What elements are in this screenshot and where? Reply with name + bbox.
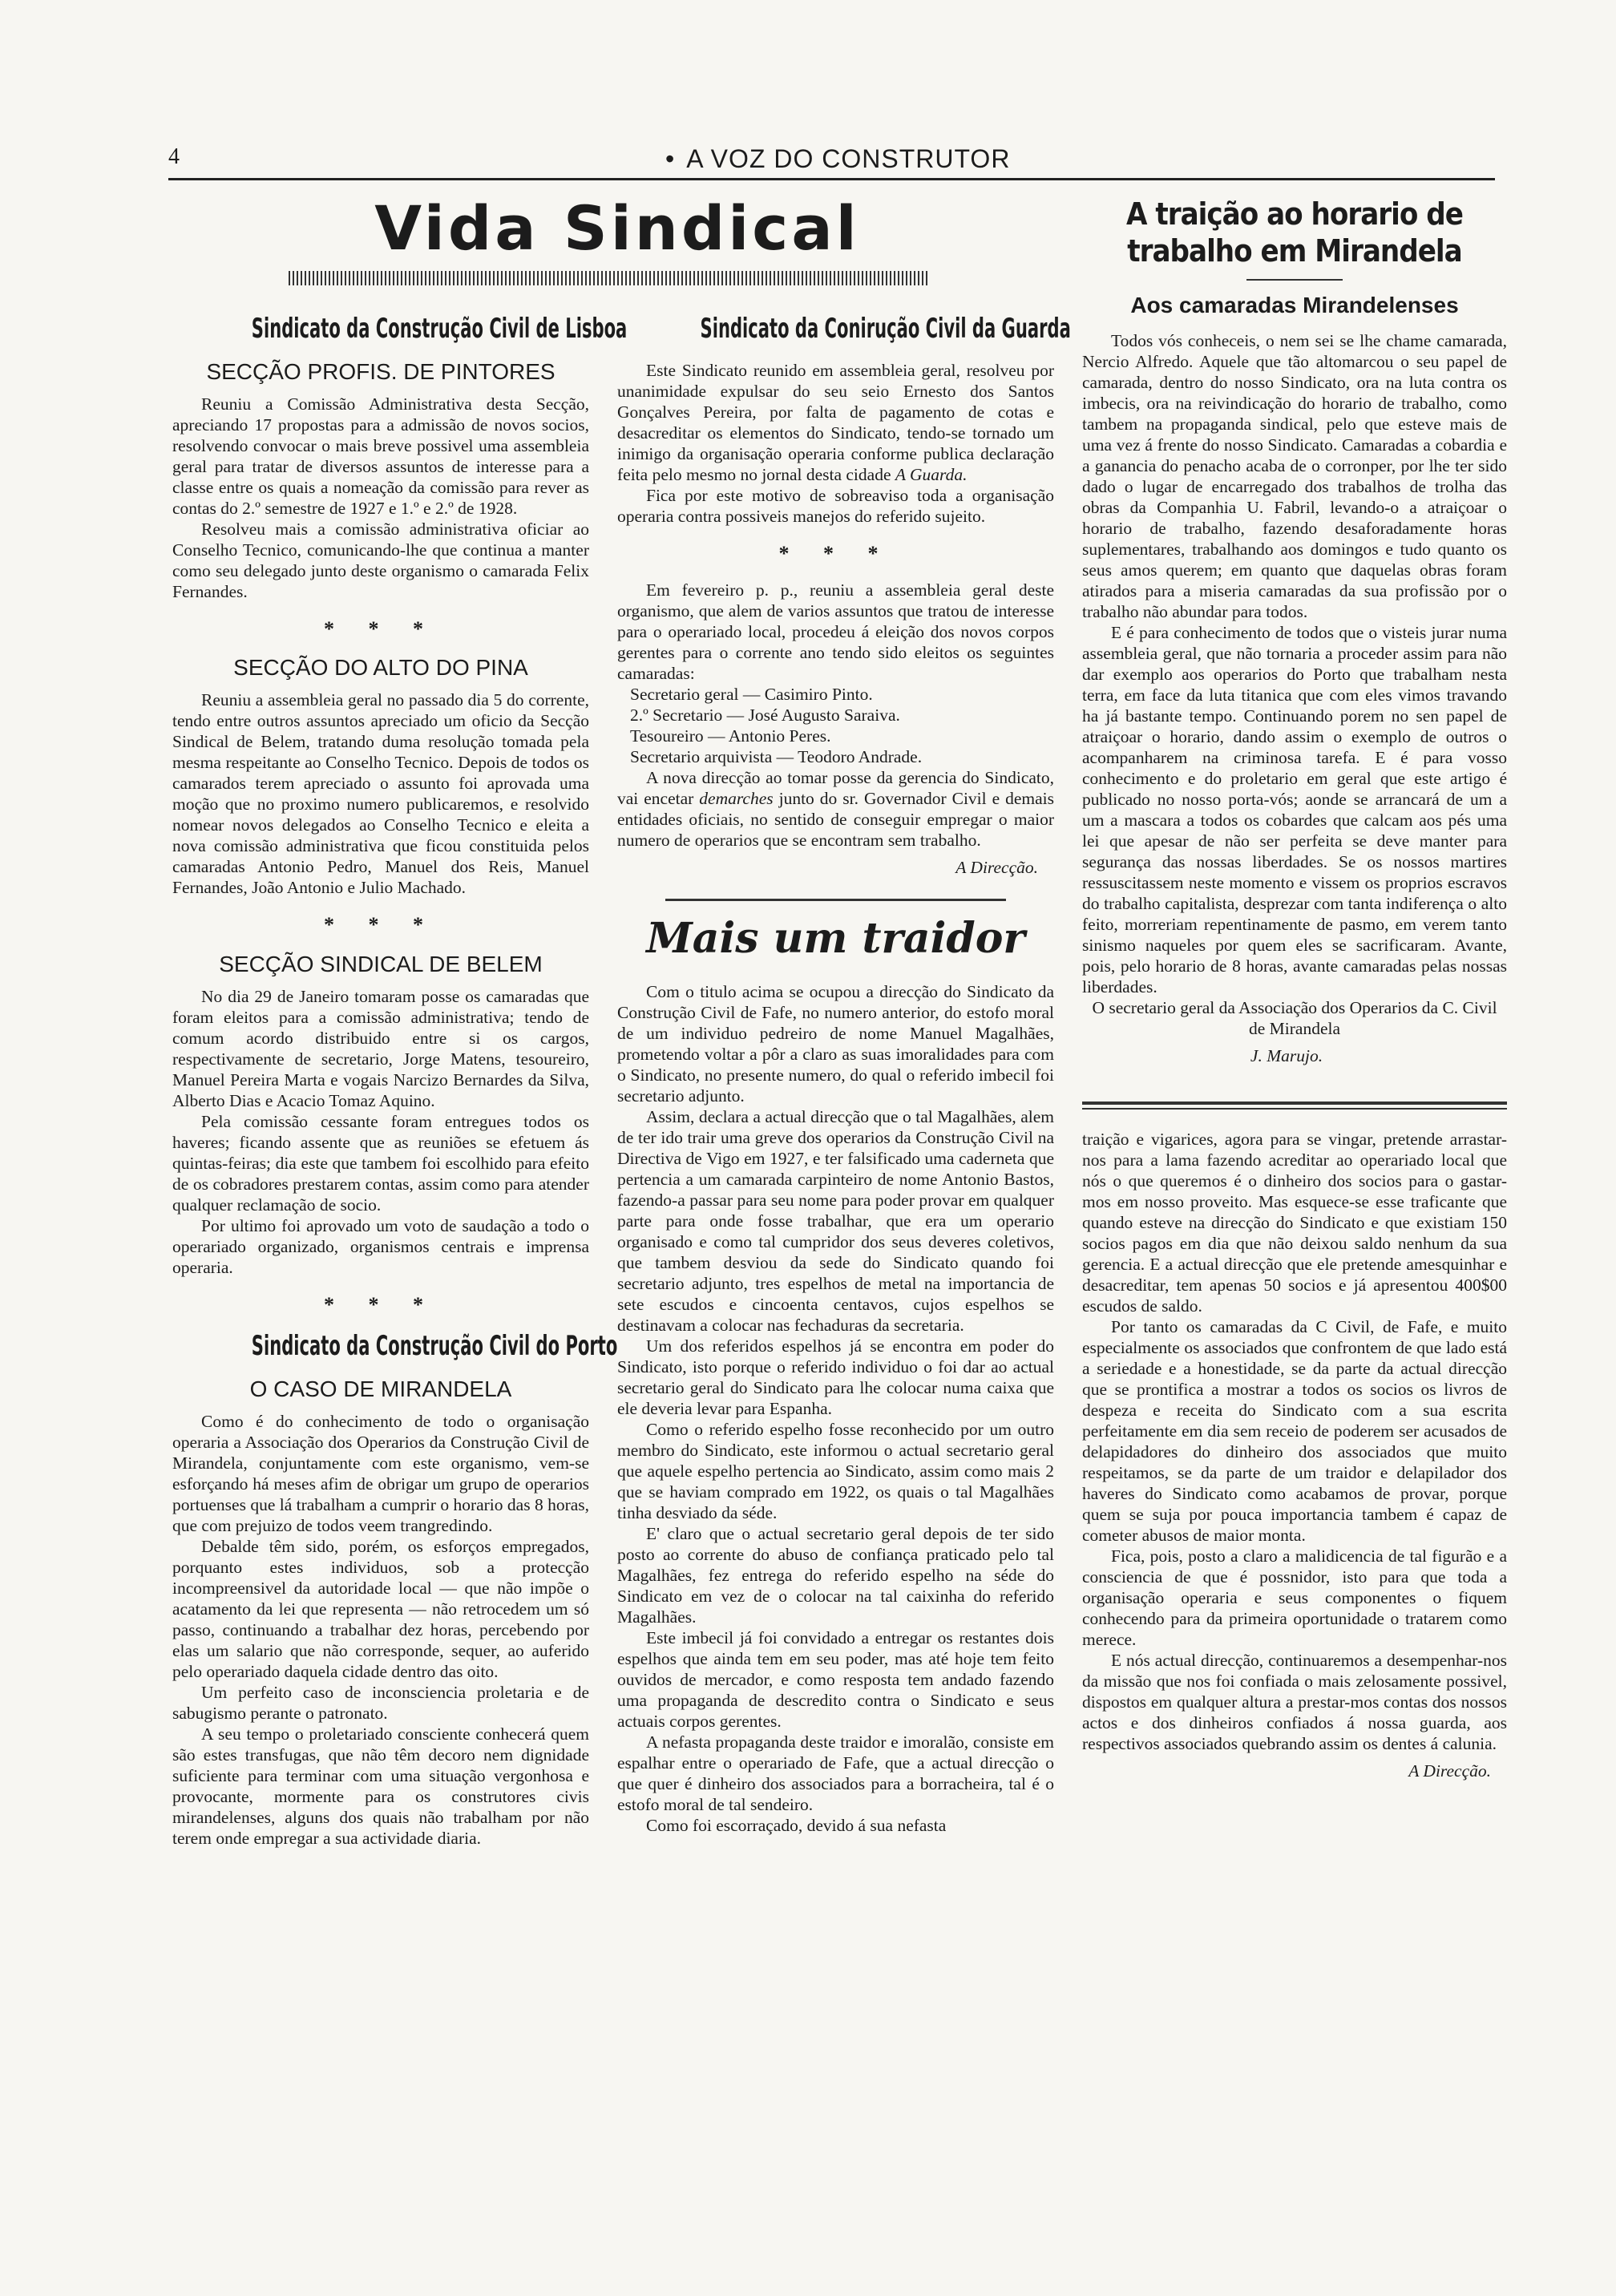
emphasis: demarches: [699, 788, 774, 808]
separator-stars: * * *: [778, 542, 893, 566]
paragraph: Um perfeito caso de inconsciencia proletaria e de sabugismo perante o patronato.: [172, 1683, 589, 1724]
paragraph: Um dos referidos espelhos já se encontra em poder do Sindicato, isto porque o referido individuo o foi dar ao actual secretario geral do Sindicato para lhe colocar numa caixa que ele deveria levar para Espanha.: [617, 1336, 1054, 1419]
short-rule: [1246, 279, 1343, 281]
paragraph: Todos vós conheceis, o nem sei se lhe chame camarada, Nercio Alfredo. Aquele que tão altomarcou o seu papel de camarada, dentro do nosso Sindicato, ora na luta contra os imbecis, ora na reivindicação do horario de trabalho, como tambem na propaganda sindical, pelo que esteve mais de uma vez á frente do nosso Sindicato. Camaradas a cobardia e a ganancia do penacho acaba de o corronper, por lhe ter sido dado o lugar de encarregado dos trabalhos de trolha das obras da Companhia U. Fabril, levando-o a atraiçoar o horario de trabalho, fazendo desaforadamente horas suplementares, trabalhando aos domingos e tudo quanto os seus amos querem; em quanto que daquelas obras foram atirados para a miseria camaradas da sua profissão por o trabalho não abundar para todos.: [1082, 331, 1507, 622]
paragraph-text: A nova direcção ao tomar posse da gerencia do Sindicato, vai encetar: [617, 767, 1054, 808]
heading-porto: Sindicato da Construção Civil do Porto: [251, 1330, 618, 1363]
subheading-pintores: SECÇÃO PROFIS. DE PINTORES: [206, 359, 556, 385]
article-title-traidor: Mais um traidor: [646, 913, 1025, 963]
paragraph: Assim, declara a actual direcção que o tal Magalhães, alem de ter ido trair uma greve dos operarios da Construção Civil na Directiva de Vigo em 1927, e ter falsificado uma caderneta que pertencia a um camarada carpinteiro de nome Antonio Bastos, fazendo-a passar para seu nome para poder provar em qualquer parte para onde fosse trabalhar, que era um operario organisado e como tal cumpridor dos seus deveres coletivos, que tambem desviou da sede do Sindicato quando foi secretario adjunto, tres espelhos de metal na importancia de sete escudos e cincoenta centavos, cujos espelhos se destinavam a colocar nas fechaduras da secretaria.: [617, 1107, 1054, 1336]
paragraph: [617, 360, 1054, 485]
paragraph: Em fevereiro p. p., reuniu a assembleia geral deste organismo, que alem de varios assuntos que tratou de interesse para o operariado local, procedeu á eleição dos novos corpos gerentes para o corrente ano tendo sido eleitos os seguintes camaradas:: [617, 580, 1054, 683]
paragraph: E nós actual direcção, continuaremos a desempenhar-nos da missão que nos foi confiada o mais zelosamente possivel, dispostos em qualquer altura a prestar-mos contas dos nossos actos e dos dinheiros confiados á nossa guarda, aos respectivos associados quebrando assim os dentes á calunia.: [1082, 1651, 1507, 1754]
heading-traicao: A traição ao horario de trabalho em Mirandela: [1126, 196, 1463, 269]
subheading-mirandela: O CASO DE MIRANDELA: [249, 1376, 512, 1402]
column-2: [617, 313, 1071, 2173]
page-header: [168, 144, 1495, 180]
separator-stars: * * *: [324, 913, 438, 937]
paragraph: Como é do conhecimento de todo o organisação operaria a Associação dos Operarios da Construção Civil de Mirandela, conjuntamente com este organismo, vem-se esforçando há meses afim de obrigar um grupo de operarios portuenses que lá trabalham a cumprir o horario das 8 horas, que com prejuizo de todos veem trangredindo.: [172, 1412, 590, 1536]
divider-rule: [665, 899, 1006, 901]
paragraph: Com o titulo acima se ocupou a direcção do Sindicato da Construção Civil de Fafe, no numero anterior, do estofo moral de um individuo pedreiro de nome Manuel Magalhães, prometendo voltar a pôr a claro as suas imoralidades para com o Sindicato, no presente numero, do qual o referido imbecil foi secretario adjunto.: [617, 982, 1054, 1106]
paragraph: Fica, pois, posto a claro a malidicencia de tal figurão e a consciencia de que é possnidor, isto para que toda a organisação operaria e seus componentes o fiquem conhecendo para da primeira oportunidade o tratarem como merece.: [1082, 1546, 1507, 1650]
signatory-name: J. Marujo.: [1250, 1046, 1323, 1066]
column-1: [172, 313, 628, 2173]
divider-double-rule: [1082, 1102, 1507, 1110]
paragraph: A nefasta propaganda deste traidor e imoralão, consiste em espalhar entre o operariado de Fafe, que a actual direcção o que quer é dinheiro dos associados para a borracheira, tal é o estofo moral de tal sendeiro.: [617, 1732, 1054, 1815]
paragraph: Debalde têm sido, porém, os esforços empregados, porquanto estes individuos, sob a protecção incompreensivel da autoridade local — que não impõe o acatamento da lei que representa — não retrocedem um só passo, continuando a trabalhar dez horas, percebendo por elas um salario que não corresponde, sequer, ao auferido pelo operariado daquela cidade dentro das oito.: [172, 1537, 589, 1682]
separator-stars: * * *: [324, 617, 438, 641]
list-item: Secretario arquivista — Teodoro Andrade.: [630, 746, 923, 766]
list-item: Secretario geral — Casimiro Pinto.: [630, 684, 873, 704]
signature: A Direcção.: [1408, 1761, 1491, 1781]
paragraph: No dia 29 de Janeiro tomaram posse os camaradas que foram eleitos para a comissão administrativa; tendo de comum acordo distribuido entre si os cargos, respectivamente de secretario, Jorge Matens, tesoureiro, Manuel Pereira Marta e vogais Narcizo Bernardes da Silva, Alberto Dias e Acacio Tomaz Aquino.: [172, 986, 589, 1110]
paragraph: traição e vigarices, agora para se vingar, pretende arrastar-nos para a lama fazendo acreditar ao operariado local que nós o que queremos é o dinheiro dos socios para o gastar-mos em nosso proveito. Mas esquece-se esse traficante que quando esteve na direcção do Sindicato e que existiam 150 socios pagos em dia que não deixou saldo nenhum da sua gerencia. E a actual direcção que ele pretende amesquinhar e desacreditar, tem apenas 50 socios e já apresentou 400$00 escudos de saldo.: [1082, 1130, 1507, 1316]
paragraph: Este imbecil já foi convidado a entregar os restantes dois espelhos que ainda tem em seu poder, mas até hoje tem feito ouvidos de mercador, e como resposta tem andado fazendo uma propaganda de descredito contra o Sindicato e seus actuais corpos gerentes.: [617, 1628, 1054, 1732]
paragraph: Como foi escorraçado, devido á sua nefasta: [646, 1816, 947, 1836]
subheading-alto-do-pina: SECÇÃO DO ALTO DO PINA: [233, 655, 528, 681]
heading-guarda: Sindicato da Conirução Civil da Guarda: [700, 313, 1071, 345]
title-ornament-rule: [289, 271, 930, 285]
page-number: 4: [168, 144, 180, 169]
paragraph-text: junto do sr. Governador Civil e demais entidades oficiais, no sentido de conseguir empregar o maior numero de operarios que se encontram sem trabalho.: [617, 788, 1055, 850]
paragraph: E' claro que o actual secretario geral depois de ter sido posto ao corrente do abuso de confiança praticado pelo tal Magalhães, fez entrega do referido espelho na séde do Sindicato em vez de o colocar na tal caixinha do referido Magalhães.: [617, 1524, 1054, 1627]
subheading-mirandelenses: Aos camaradas Mirandelenses: [1130, 293, 1459, 318]
list-item: 2.º Secretario — José Augusto Saraiva.: [630, 705, 900, 725]
list-item: Tesoureiro — Antonio Peres.: [630, 726, 831, 746]
paragraph: Reuniu a assembleia geral no passado dia 5 do corrente, tendo entre outros assuntos apreciado um oficio da Secção Sindical de Belem, tratando duma resolução tomada pela mesma respeitante ao Conselho Tecnico. Depois de todos os camarados terem apreciado o assunto foi aprovada uma moção que no proximo numero publicaremos, e resolvido nomear novos delegados ao Conselho Tecnico e eleita a nova comissão administrativa que ficou constituida pelos camaradas Antonio Pedro, Manuel dos Reis, Manuel Fernandes, João Antonio e Julio Machado.: [172, 690, 589, 898]
signature: A Direcção.: [955, 857, 1038, 877]
paragraph: Resolveu mais a comissão administrativa oficiar ao Conselho Tecnico, comunicando-lhe que continua a manter como seu delegado junto deste organismo o camarada Felix Fernandes.: [172, 519, 589, 601]
paragraph: Fica por este motivo de sobreaviso toda a organisação operaria contra possiveis manejos do referido sujeito.: [617, 486, 1054, 527]
paragraph: [617, 767, 1054, 851]
signatory-title: O secretario geral da Associação dos Operarios da C. Civil de Mirandela: [1092, 998, 1497, 1039]
masthead: • A VOZ DO CONSTRUTOR: [665, 144, 1011, 173]
newspaper-name: A Guarda.: [895, 465, 968, 485]
paragraph: Reuniu a Comissão Administrativa desta Secção, apreciando 17 propostas para a admissão de novos socios, resolvendo convocar o mais breve possivel uma assembleia geral para tratar de diversos assuntos de interesse para a classe entre os quais a nomeação da comissão para rever as contas do 2.º semestre de 1927 e 1.º e 2.º de 1928.: [172, 394, 589, 518]
paragraph-text: Este Sindicato reunido em assembleia geral, resolveu por unanimidade expulsar do seu seio Ernesto dos Santos Gonçalves Pereira, por falta de pagamento de cotas e desacreditar os elementos do Sindicato, tendo-se tornado um inimigo da organisação operaria conforme publica declaração feita pelo mesmo no jornal desta cidade: [617, 361, 1054, 485]
paragraph: E é para conhecimento de todos que o visteis jurar numa assembleia geral, que não tornaria a proceder assim para não dar exemplo aos operarios do Porto que trabalham nesta terra, em face da luta titanica que com eles vimos travando ha já bastante tempo. Continuando porem no sen papel de atraiçoar o horario, dando assim o exemplo de outros o acompanharem na criminosa tarefa. E é para vosso conhecimento e do proletario em geral que este artigo é publicado no nosso porta-vós; aonde se arrancará de um a um a mascara a todos os cobardes que calcam aos pés uma lei que apesar de não ser perfeita se deve manter para segurança das nossas liberdades. Se os nossos martires ressuscitassem neste momento e vissem os proprios escravos do trabalho capitalista, desprezar com tanta indiferença o alto feito, morreriam repentinamente de pasmo, em verem tanto sinismo naqueles por quem eles se sacrificaram. Avante, pois, pelo horario de 8 horas, avante camaradas pelas nossas liberdades.: [1082, 623, 1507, 997]
paragraph: A seu tempo o proletariado consciente conhecerá quem são estes transfugas, que não têm decoro nem dignidade suficiente para terminar com uma situação vergonhosa e provocante, mormente para os construtores civis mirandelenses, alguns dos quais não trabalham por não terem onde empregar a sua actividade diaria.: [172, 1724, 589, 1849]
paragraph: Por ultimo foi aprovado um voto de saudação a todo o operariado organizado, organismos centrais e imprensa operaria.: [172, 1215, 589, 1277]
paragraph: Pela comissão cessante foram entregues todos os haveres; ficando assente que as reuniões se efetuem ás quintas-feiras; dia este que tambem foi escolhido para efeito de os cobradores prestarem contas, assim como para atender qualquer reclamação de socio.: [172, 1111, 589, 1215]
heading-lisboa: Sindicato da Construção Civil de Lisboa: [251, 313, 628, 345]
paragraph: Por tanto os camaradas da C Civil, de Fafe, e muito especialmente os associados que confrontem de que lado está a seriedade e a honestidade, se da parte da actual direcção que se prontifica a mostrar a todos os socios os livros de despeza e receita do Sindicato com a sua escrita perfeitamente em dia sem receio de poderem ser acusados de delapidadores do dinheiro dos associados que muito respeitamos, se da parte de um traidor e delapilador dos haveres do Sindicato como acabamos de provar, porque quem se suja por pouca importancia tambem é capaz de cometer abusos de maior monta.: [1082, 1317, 1507, 1546]
section-title: Vida Sindical: [374, 192, 860, 264]
separator-stars: * * *: [324, 1292, 438, 1316]
subheading-belem: SECÇÃO SINDICAL DE BELEM: [219, 951, 543, 976]
paragraph: Como o referido espelho fosse reconhecido por um outro membro do Sindicato, este informou o actual secretario geral que aquele espelho pertencia ao Sindicato, assim como mais 2 que se haviam comprado em 1922, os quais o tal Magalhães tinha desviado da séde.: [617, 1420, 1054, 1523]
masthead-title: A VOZ DO CONSTRUTOR: [686, 144, 1011, 173]
column-3: [1082, 196, 1507, 2201]
